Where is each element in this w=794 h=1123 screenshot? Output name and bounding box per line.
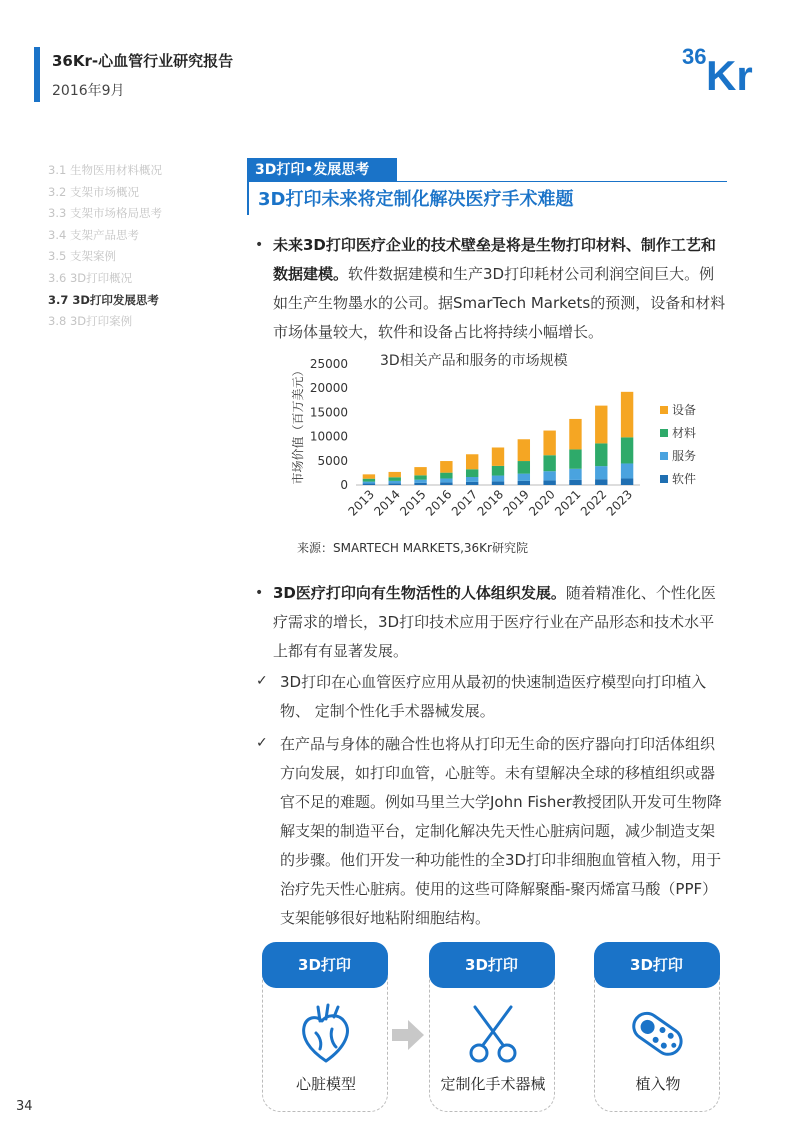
bar-segment (518, 474, 530, 481)
bar-segment (492, 466, 504, 476)
bar-segment (440, 473, 452, 479)
bar-segment (569, 480, 581, 485)
bar-segment (543, 480, 555, 485)
header-accent-bar (34, 47, 40, 102)
arrow-right-icon (392, 1020, 424, 1050)
page-number: 34 (16, 1099, 33, 1114)
bar-segment (518, 461, 530, 474)
heart-icon (296, 1003, 356, 1065)
36kr-logo (680, 42, 766, 94)
svg-text:Kr: Kr (706, 52, 753, 94)
card-label: 心脏模型 (295, 1075, 356, 1093)
bar-segment (389, 472, 401, 477)
y-tick-label: 20000 (309, 381, 348, 396)
toc-item[interactable]: 3.4 支架产品思考 (48, 227, 139, 242)
checkmark-icon: ✓ (256, 735, 268, 751)
section-divider (247, 181, 727, 182)
paragraph-1-lead: 未来3D打印医疗企业的技术壁垒是将是生物打印材料、制作工艺和数据建模。 (273, 236, 716, 283)
x-tick-label: 2015 (397, 487, 429, 519)
legend-label: 材料 (672, 426, 697, 440)
x-tick-label: 2023 (603, 487, 636, 519)
x-tick-label: 2019 (500, 487, 532, 519)
legend-swatch (660, 452, 668, 460)
paragraph-2-body: 随着精准化、个性化医疗需求的增长，3D打印技术应用于医疗行业在产品形态和技术水平上都有有显著发展。 (273, 584, 716, 660)
legend-label: 设备 (672, 403, 697, 417)
x-tick-label: 2020 (526, 487, 558, 519)
bar-segment (363, 479, 375, 482)
market-size-chart (288, 355, 728, 535)
checkmark-icon: ✓ (256, 673, 268, 689)
scissors-icon (463, 1003, 523, 1065)
implant-icon (628, 1003, 688, 1065)
chart-title: 3D相关产品和服务的市场规模 (380, 353, 568, 369)
bar-segment (414, 483, 426, 485)
card-header: 3D打印 (429, 942, 555, 988)
x-tick-label: 2016 (422, 487, 455, 519)
toc-item[interactable]: 3.3 支架市场格局思考 (48, 206, 162, 221)
bar-segment (543, 455, 555, 471)
legend-swatch (660, 406, 668, 414)
report-date: 2016年9月 (52, 83, 125, 99)
bar-segment (389, 477, 401, 481)
bar-segment (569, 419, 581, 449)
bar-segment (595, 479, 607, 485)
x-tick-label: 2014 (371, 487, 403, 519)
y-tick-label: 25000 (309, 357, 348, 371)
toc-item-active[interactable]: 3.7 3D打印发展思考 (48, 292, 159, 307)
y-tick-label: 0 (340, 478, 348, 492)
x-tick-label: 2018 (474, 487, 507, 519)
y-tick-label: 10000 (309, 429, 348, 444)
bar-segment (621, 437, 633, 463)
bar-segment (466, 477, 478, 482)
bullet-dot-icon: • (255, 237, 264, 253)
y-axis-label: 市场价值（百万美元） (291, 364, 305, 485)
card-surgical-instruments (429, 942, 555, 1112)
paragraph-1-body: 软件数据建模和生产3D打印耗材公司利润空间巨大。例如生产生物墨水的公司。据SmarTech Markets的预测，设备和材料市场体量较大，软件和设备占比将持续小幅增长。 (273, 265, 726, 341)
bar-segment (543, 431, 555, 456)
bar-segment (414, 467, 426, 475)
bar-segment (363, 474, 375, 478)
report-title: 36Kr-心血管行业研究报告 (52, 52, 234, 70)
toc-item[interactable]: 3.1 生物医用材料概况 (48, 163, 162, 177)
card-heart-model (262, 942, 388, 1112)
paragraph-2 (273, 579, 728, 666)
legend-label: 软件 (672, 472, 697, 486)
bar-segment (543, 471, 555, 480)
check-item-1: 3D打印在心血管医疗应用从最初的快速制造医疗模型向打印植入物、 定制个性化手术器械发展。 (280, 673, 707, 720)
toc-item[interactable]: 3.8 3D打印案例 (48, 314, 133, 329)
legend-swatch (660, 429, 668, 437)
x-tick-label: 2021 (552, 487, 584, 519)
section-divider-vertical (247, 181, 249, 215)
card-label: 定制化手术器械 (440, 1075, 546, 1093)
bar-segment (621, 392, 633, 437)
bar-segment (621, 463, 633, 478)
x-tick-label: 2013 (345, 487, 378, 519)
toc-item[interactable]: 3.2 支架市场概况 (48, 184, 139, 199)
card-header: 3D打印 (594, 942, 720, 988)
section-tag: 3D打印•发展思考 (247, 158, 397, 182)
svg-text:36: 36 (682, 44, 707, 69)
bar-segment (518, 439, 530, 461)
bar-segment (621, 478, 633, 485)
bar-segment (492, 481, 504, 485)
bar-segment (440, 478, 452, 482)
bar-segment (595, 443, 607, 466)
bar-segment (414, 475, 426, 479)
bar-segment (595, 406, 607, 444)
x-tick-label: 2022 (577, 487, 610, 519)
legend-label: 服务 (672, 449, 697, 463)
chart-source: 来源：SMARTECH MARKETS,36Kr研究院 (297, 541, 528, 555)
bar-segment (518, 481, 530, 485)
section-title: 3D打印未来将定制化解决医疗手术难题 (258, 189, 574, 210)
bar-segment (440, 482, 452, 485)
table-of-contents (48, 160, 228, 333)
y-tick-label: 15000 (309, 405, 348, 420)
bar-segment (440, 461, 452, 473)
bullet-dot-icon: • (255, 585, 264, 601)
bar-segment (569, 449, 581, 468)
card-implant (594, 942, 720, 1112)
bar-segment (466, 454, 478, 469)
x-tick-label: 2017 (448, 487, 481, 519)
bar-segment (363, 482, 375, 484)
card-header: 3D打印 (262, 942, 388, 988)
bar-segment (466, 469, 478, 477)
toc-item[interactable]: 3.6 3D打印概况 (48, 270, 133, 285)
card-label: 植入物 (635, 1075, 681, 1093)
bar-segment (363, 484, 375, 485)
y-tick-label: 5000 (317, 453, 348, 468)
bar-segment (492, 476, 504, 482)
toc-item[interactable]: 3.5 支架案例 (48, 249, 116, 264)
bar-segment (414, 480, 426, 483)
bar-segment (389, 483, 401, 485)
bar-segment (466, 482, 478, 485)
bar-segment (569, 469, 581, 480)
check-item-2: 在产品与身体的融合性也将从打印无生命的医疗器向打印活体组织方向发展，如打印血管，心脏等。未有望解决全球的移植组织或器官不足的难题。例如马里兰大学John Fisher教授团队开发可生物降解支架的制造平台，定制化解决先天性心脏病问题，减少制造支架的步骤。他们开发一种功能性的全3D打印非细胞血管植入物，用于治疗先天性心脏病。使用的这些可降解聚酯-聚丙烯富马酸（PPF）支架能够很好地粘附细胞结构。 (280, 735, 722, 927)
bar-segment (492, 447, 504, 465)
bar-segment (389, 481, 401, 483)
legend-swatch (660, 475, 668, 483)
paragraph-2-lead: 3D医疗打印向有生物活性的人体组织发展。 (273, 584, 566, 602)
paragraph-1 (273, 231, 728, 347)
bar-segment (595, 466, 607, 479)
